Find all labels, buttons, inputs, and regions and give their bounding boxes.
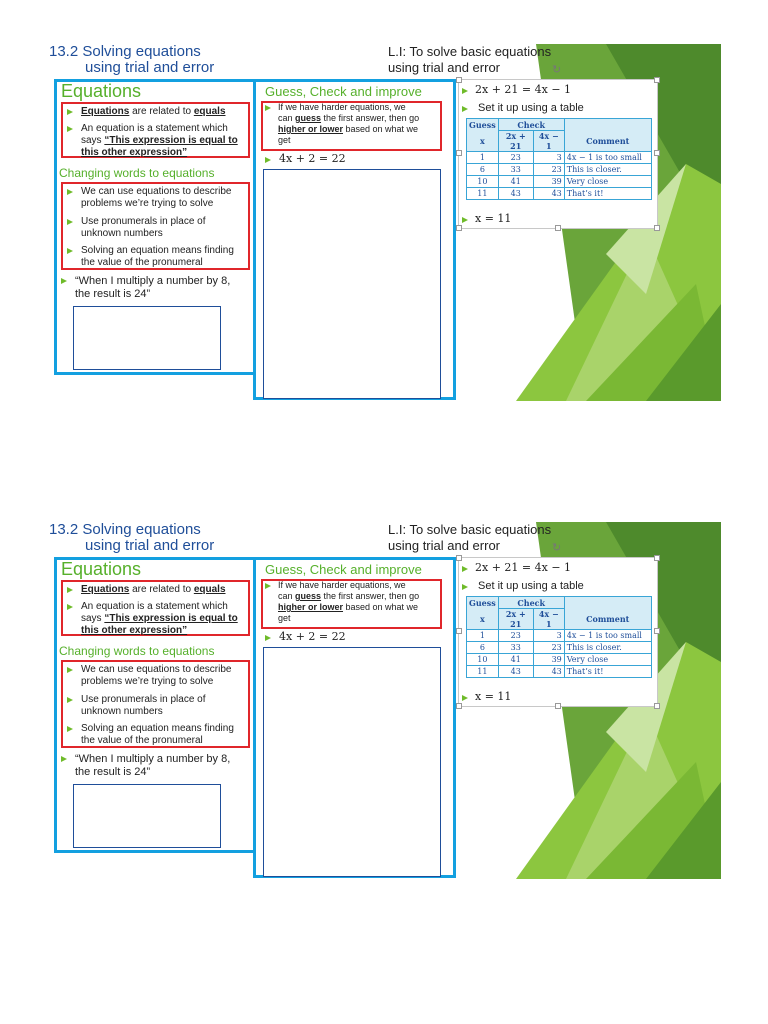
heading-line-2: using trial and error: [85, 537, 215, 554]
col-comment-header: Comment: [564, 131, 651, 152]
changing-words-title: Changing words to equations: [59, 644, 215, 658]
definition-bullet-2: An equation is a statement which says “This expression is equal to this other expression”: [81, 601, 238, 636]
guess-check-panel: [253, 557, 456, 878]
resize-handle-icon[interactable]: [456, 225, 462, 231]
table-row: 10 41 39 Very close: [467, 654, 652, 666]
example-image[interactable]: [458, 79, 658, 229]
equations-title: Equations: [61, 81, 142, 101]
guess-check-text: If we have harder equations, we can guess the first answer, then go higher or lower based on what we get: [278, 580, 420, 623]
table-row: 11 43 43 That’s it!: [467, 666, 652, 678]
guess-check-text: If we have harder equations, we can guess the first answer, then go higher or lower based on what we get: [278, 102, 420, 145]
col-rhs-header: 4x − 1: [533, 609, 564, 630]
words-bullet-3: Solving an equation means finding the value of the pronumeral: [81, 723, 234, 746]
resize-handle-icon[interactable]: [456, 703, 462, 709]
check-header: Check: [498, 119, 564, 131]
definition-bullet-2: An equation is a statement which says “This expression is equal to this other expression”: [81, 123, 238, 158]
resize-handle-icon[interactable]: [555, 225, 561, 231]
resize-handle-icon[interactable]: [654, 703, 660, 709]
check-table: [466, 118, 652, 200]
slide-1: [46, 44, 721, 401]
col-comment-header: Comment: [564, 609, 651, 630]
bullet-icon: [67, 189, 73, 195]
answer-box[interactable]: [73, 784, 221, 848]
resize-handle-icon[interactable]: [555, 703, 561, 709]
resize-handle-icon[interactable]: [456, 555, 462, 561]
table-row: 1 23 3 4x − 1 is too small: [467, 630, 652, 642]
changing-words-title: Changing words to equations: [59, 166, 215, 180]
definition-bullet-1: Equations are related to equals: [81, 584, 226, 595]
bullet-icon: [61, 756, 67, 762]
resize-handle-icon[interactable]: [456, 150, 462, 156]
example-image[interactable]: [458, 557, 658, 707]
guess-check-title: Guess, Check and improve: [265, 84, 422, 99]
col-rhs-header: 4x − 1: [533, 131, 564, 152]
words-bullet-1: We can use equations to describe problems we’re trying to solve: [81, 186, 232, 209]
guess-check-panel: [253, 79, 456, 400]
example-equation: 2x + 21 = 4x − 1: [475, 561, 572, 574]
learning-intention: [388, 44, 551, 76]
equations-panel: [54, 79, 256, 375]
slide-2: [46, 522, 721, 879]
bullet-icon: [462, 88, 468, 94]
guess-check-title: Guess, Check and improve: [265, 562, 422, 577]
words-bullet-1: We can use equations to describe problems we’re trying to solve: [81, 664, 232, 687]
example-answer: x = 11: [475, 690, 512, 703]
table-row: 6 33 23 This is closer.: [467, 642, 652, 654]
resize-handle-icon[interactable]: [654, 555, 660, 561]
heading-line-2: using trial and error: [85, 59, 215, 76]
equations-panel: [54, 557, 256, 853]
bullet-icon: [462, 695, 468, 701]
rotate-handle-icon[interactable]: ↻: [552, 542, 562, 554]
bullet-icon: [462, 217, 468, 223]
bullet-icon: [265, 157, 271, 163]
example-equation: 2x + 21 = 4x − 1: [475, 83, 572, 96]
bullet-icon: [67, 604, 73, 610]
rotate-handle-icon[interactable]: ↻: [552, 64, 562, 76]
slide-heading: [49, 44, 214, 76]
col-guess-header: Guess: [467, 119, 499, 131]
col-lhs-header: 2x + 21: [498, 131, 533, 152]
resize-handle-icon[interactable]: [654, 628, 660, 634]
words-bullet-2: Use pronumerals in place of unknown numbers: [81, 694, 206, 717]
bullet-icon: [462, 584, 468, 590]
working-box[interactable]: [263, 169, 441, 399]
bullet-icon: [265, 105, 271, 111]
resize-handle-icon[interactable]: [456, 628, 462, 634]
learning-intention-line-1: L.I: To solve basic equations: [388, 522, 552, 537]
bullet-icon: [67, 587, 73, 593]
words-bullet-2: Use pronumerals in place of unknown numbers: [81, 216, 206, 239]
setup-text: Set it up using a table: [478, 580, 584, 592]
bullet-icon: [67, 126, 73, 132]
resize-handle-icon[interactable]: [456, 77, 462, 83]
resize-handle-icon[interactable]: [654, 150, 660, 156]
bullet-icon: [67, 667, 73, 673]
heading-line-1: 13.2 Solving equations: [49, 522, 201, 538]
check-table: [466, 596, 652, 678]
answer-box[interactable]: [73, 306, 221, 370]
table-row: 6 33 23 This is closer.: [467, 164, 652, 176]
resize-handle-icon[interactable]: [654, 77, 660, 83]
bullet-icon: [67, 248, 73, 254]
learning-intention-line-1: L.I: To solve basic equations: [388, 44, 552, 59]
heading-line-1: 13.2 Solving equations: [49, 44, 201, 60]
col-x-header: x: [467, 609, 499, 630]
table-row: 1 23 3 4x − 1 is too small: [467, 152, 652, 164]
setup-text: Set it up using a table: [478, 102, 584, 114]
guess-equation: 4x + 2 = 22: [279, 630, 346, 643]
bullet-icon: [67, 726, 73, 732]
table-row: 10 41 39 Very close: [467, 176, 652, 188]
learning-intention-line-2: using trial and error: [388, 60, 500, 75]
learning-intention: [388, 522, 551, 554]
equations-title: Equations: [61, 559, 142, 579]
guess-equation: 4x + 2 = 22: [279, 152, 346, 165]
col-lhs-header: 2x + 21: [498, 609, 533, 630]
bullet-icon: [67, 109, 73, 115]
table-row: 11 43 43 That’s it!: [467, 188, 652, 200]
learning-intention-line-2: using trial and error: [388, 538, 500, 553]
word-problem: “When I multiply a number by 8, the result is 24”: [75, 753, 231, 778]
bullet-icon: [67, 219, 73, 225]
bullet-icon: [61, 278, 67, 284]
bullet-icon: [462, 106, 468, 112]
bullet-icon: [462, 566, 468, 572]
example-answer: x = 11: [475, 212, 512, 225]
bullet-icon: [265, 635, 271, 641]
word-problem: “When I multiply a number by 8, the result is 24”: [75, 275, 231, 300]
slide-heading: [49, 522, 214, 554]
bullet-icon: [265, 583, 271, 589]
check-header: Check: [498, 597, 564, 609]
col-x-header: x: [467, 131, 499, 152]
resize-handle-icon[interactable]: [654, 225, 660, 231]
words-bullet-3: Solving an equation means finding the value of the pronumeral: [81, 245, 234, 268]
bullet-icon: [67, 697, 73, 703]
col-guess-header: Guess: [467, 597, 499, 609]
working-box[interactable]: [263, 647, 441, 877]
definition-bullet-1: Equations are related to equals: [81, 106, 226, 117]
